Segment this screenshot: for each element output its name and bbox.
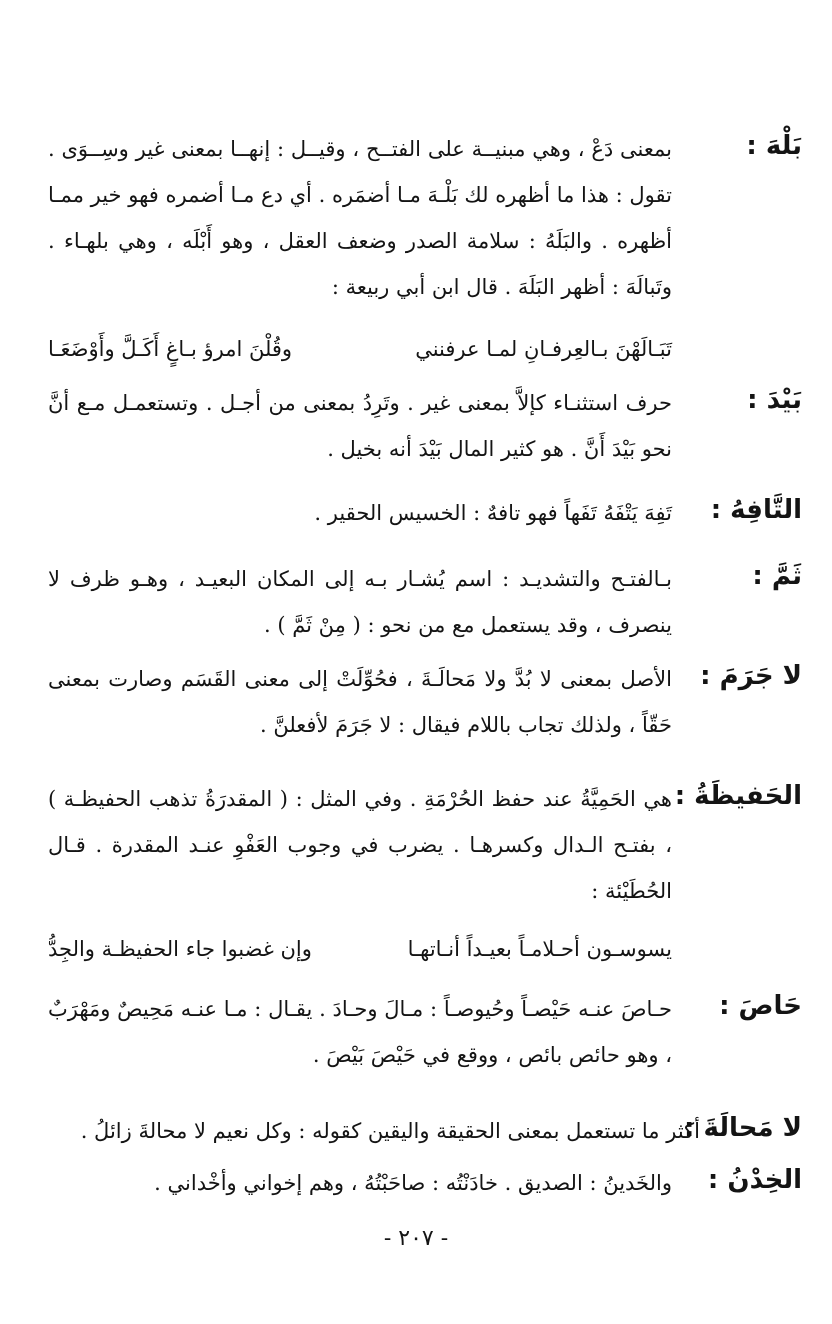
entry-term: الحَفيظَةُ : <box>674 781 802 811</box>
entry-definition: حرف استثنـاء كإلاَّ بمعنى غير . وتَرِدُ بمعنى من أجـل . وتستعمـل مـع أنَّ نحو بَيْدَ أَنَّ . هو كثير المال بَيْدَ أنه بخيل . <box>48 391 672 461</box>
entry-at-tafih <box>0 490 832 536</box>
entry-al-hafiza <box>0 776 832 916</box>
entry-haasa <box>0 986 832 1082</box>
entry-la-jarama <box>0 656 832 752</box>
verse-first-hemistich: يسوسـون أحـلامـاً بعيـداً أنـاتهـا <box>407 937 672 961</box>
entry-term: الخِدْنُ : <box>707 1165 802 1195</box>
entry-term: لا مَحالَةَ : <box>684 1113 802 1143</box>
entry-definition: بـالفتـح والتشديـد : اسم يُشـار بـه إلى المكان البعيـد ، وهـو ظرف لا ينصرف ، وقد يستعمل مع من نحو : ( مِنْ ثَمَّ ) . <box>48 567 672 637</box>
entry-term: بَلْهَ : <box>746 131 802 161</box>
entry-definition: بمعنى دَعْ ، وهي مبنيــة على الفتــح ، وقيــل : إنهــا بمعنى غير وسِــوَى . تقول : هذا ما أظهره لك بَلْـهَ مـا أضمَره . أي دع مـا أضمره فهو خير ممـا أظهره . والبَلَهُ : سلامة الصدر وضعف العقل ، وهو أَبْلَه ، وهي بلهـاء . وتَبالَهَ : أظهر البَلَهَ . قال ابن أبي ربيعة : <box>48 137 672 299</box>
verse-second-hemistich: وإن غضبوا جاء الحفيظـة والجِدُّ <box>48 937 312 961</box>
entry-term: ثَمَّ : <box>752 561 802 591</box>
entry-term: لا جَرَمَ : <box>700 661 802 691</box>
entry-al-khidn <box>0 1160 832 1206</box>
page-number: - ٢٠٧ - <box>383 1226 449 1251</box>
entry-thamma <box>0 556 832 652</box>
entry-definition: الأصل بمعنى لا بُدَّ ولا مَحالَـةَ ، فحُوِّلَتْ إلى معنى القَسَم وصارت بمعنى حَقّاً ، ولذلك تجاب باللام فيقال : لا جَرَمَ لأفعلنَّ . <box>48 667 672 737</box>
entry-la-mahalata <box>0 1108 832 1154</box>
entry-definition: تَفِهَ يَتْفَهُ تَفَهاً فهو تافهٌ : الخسيس الحقير . <box>314 501 672 525</box>
entry-term: بَيْدَ : <box>747 385 802 415</box>
entry-definition: هي الحَمِيَّةُ عند حفظ الحُرْمَةِ . وفي المثل : ( المقدرَةُ تذهب الحفيظـة ) ، بفتـح الـدال وكسرهـا . يضرب في وجوب العَفْوِ عنـد المقدرة . قـال الحُطَيْئة : <box>48 787 672 903</box>
entry-bayda <box>0 380 832 476</box>
entry-definition: والخَدينُ : الصديق . خادَنْتُه : صاحَبْتُهُ ، وهم إخواني وأخْداني . <box>154 1171 672 1195</box>
verse-first-hemistich: تَبَـالَهْنَ بـالعِرفـانِ لمـا عرفنني <box>415 337 672 361</box>
verse-line <box>48 926 672 972</box>
verse-line <box>48 326 672 372</box>
entry-definition: حـاصَ عنـه حَيْصـاً وحُيوصـاً : مـالَ وحـادَ . يقـال : مـا عنـه مَحِيصٌ ومَهْرَبٌ ، وهو حائص بائص ، ووقع في حَيْصَ بَيْصَ . <box>48 997 672 1067</box>
entry-balha <box>0 126 832 326</box>
verse-second-hemistich: وقُلْنَ امرؤ بـاغٍ أَكَـلَّ وأَوْضَعَـا <box>48 337 293 361</box>
entry-term: حَاصَ : <box>719 991 802 1021</box>
entry-definition: أكثر ما تستعمل بمعنى الحقيقة واليقين كقوله : وكل نعيم لا محالةَ زائلُ . <box>80 1119 700 1143</box>
entry-term: التَّافِهُ : <box>710 495 802 525</box>
